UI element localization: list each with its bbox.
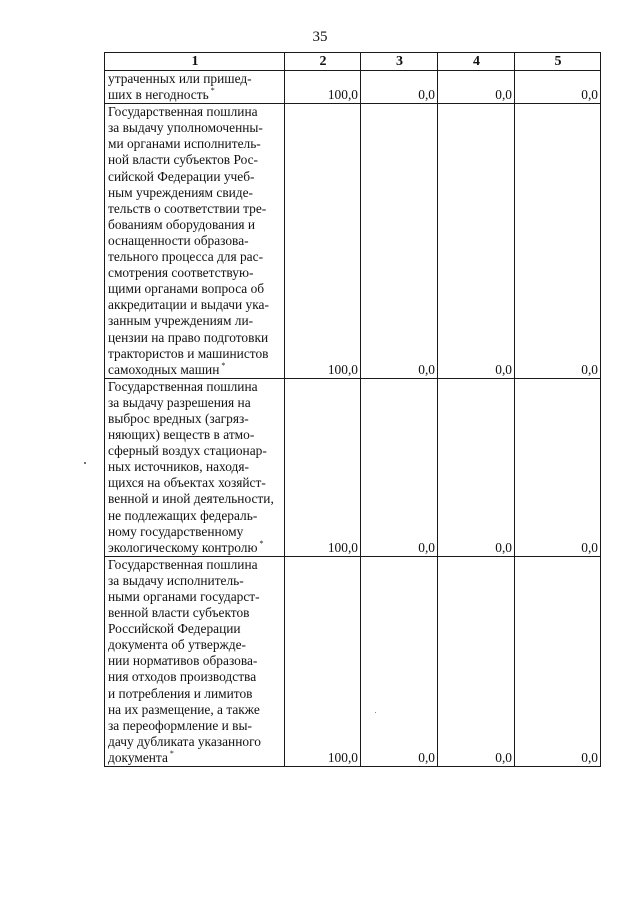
table-row xyxy=(105,556,601,766)
description-line: нии нормативов образова- xyxy=(108,653,258,669)
value-cell: 0,0 xyxy=(361,104,438,379)
description-line: ными органами государст- xyxy=(108,589,260,604)
description-line: трактористов и машинистов xyxy=(108,345,269,361)
description-line: утраченных или пришед- xyxy=(108,71,252,86)
table-row xyxy=(105,378,601,556)
value-cell: 100,0 xyxy=(285,71,361,104)
description-line: аккредитации и выдачи ука- xyxy=(108,297,269,313)
value-cell: 100,0 xyxy=(285,104,361,379)
fee-description xyxy=(105,378,285,556)
description-line: Государственная пошлина xyxy=(108,556,258,572)
fee-description xyxy=(105,71,285,104)
description-line xyxy=(108,750,282,766)
description-line: за выдачу исполнитель- xyxy=(108,572,244,588)
table-row xyxy=(105,71,601,104)
description-line: тельств о соответствии тре- xyxy=(108,200,267,216)
description-line: венной власти субъектов xyxy=(108,605,250,621)
description-line: сферный воздух стационар- xyxy=(108,443,267,459)
description-text: экологическому контролю xyxy=(108,539,258,555)
description-line: бованиям оборудования и xyxy=(108,216,256,232)
description-line: щихся на объектах хозяйст- xyxy=(108,475,266,491)
description-line xyxy=(108,540,282,556)
description-line: Российской Федерации xyxy=(108,621,241,637)
footnote-mark: * xyxy=(259,538,264,548)
value-cell: 100,0 xyxy=(285,556,361,766)
description-text: документа xyxy=(108,749,168,765)
description-line: не подлежащих федераль- xyxy=(108,507,258,523)
description-line: документа об утвержде- xyxy=(108,637,246,653)
description-line: на их размещение, а также xyxy=(108,701,260,717)
header-row xyxy=(105,53,601,71)
page-number: 35 xyxy=(312,29,328,45)
description-line: за выдачу разрешения на xyxy=(108,394,251,410)
description-line: смотрения соответствую- xyxy=(108,265,254,281)
description-line: тельного процесса для рас- xyxy=(108,249,264,265)
description-line: венной и иной деятельности, xyxy=(108,491,274,507)
value-cell: 0,0 xyxy=(515,104,601,379)
table-row xyxy=(105,104,601,379)
description-line: ния отходов производства xyxy=(108,669,257,685)
table-body xyxy=(105,71,601,767)
value-cell: 0,0 xyxy=(438,71,515,104)
value-cell: 0,0 xyxy=(515,556,601,766)
description-line: ной власти субъектов Рос- xyxy=(108,152,259,168)
fee-description xyxy=(105,556,285,766)
value-cell: 0,0 xyxy=(438,104,515,379)
description-line: за переоформление и вы- xyxy=(108,717,252,733)
column-header: 4 xyxy=(438,53,515,71)
scan-speck xyxy=(84,462,86,464)
value-cell: 0,0 xyxy=(515,378,601,556)
description-line: и потребления и лимитов xyxy=(108,685,253,701)
description-line: цензии на право подготовки xyxy=(108,329,269,345)
footnote-mark: * xyxy=(221,360,226,370)
description-line: занным учреждениям ли- xyxy=(108,313,254,329)
fee-description xyxy=(105,104,285,379)
column-header: 1 xyxy=(105,53,285,71)
description-line: выброс вредных (загряз- xyxy=(108,410,249,426)
value-cell: 100,0 xyxy=(285,378,361,556)
column-header: 2 xyxy=(285,53,361,71)
description-line: оснащенности образова- xyxy=(108,232,249,248)
footnote-mark: * xyxy=(210,86,215,96)
description-text: ших в негодность xyxy=(108,87,209,103)
value-cell: 0,0 xyxy=(361,556,438,766)
description-line: сийской Федерации учеб- xyxy=(108,168,255,184)
value-cell: 0,0 xyxy=(515,71,601,104)
value-cell: 0,0 xyxy=(361,71,438,104)
description-line: Государственная пошлина xyxy=(108,378,258,394)
value-cell: 0,0 xyxy=(438,378,515,556)
description-line: ми органами исполнитель- xyxy=(108,136,261,152)
description-line: Государственная пошлина xyxy=(108,104,258,120)
description-line: дачу дубликата указанного xyxy=(108,733,261,749)
description-line: няющих) веществ в атмо- xyxy=(108,427,255,443)
description-line: ных источников, находя- xyxy=(108,459,249,475)
description-line xyxy=(108,362,282,378)
description-line xyxy=(108,87,282,103)
footnote-mark: * xyxy=(169,748,174,758)
description-line: за выдачу уполномоченны- xyxy=(108,120,263,136)
column-header: 5 xyxy=(515,53,601,71)
value-cell: 0,0 xyxy=(438,556,515,766)
description-line: ным учреждениям свиде- xyxy=(108,184,254,200)
description-line: щими органами вопроса об xyxy=(108,281,265,297)
value-cell: 0,0 xyxy=(361,378,438,556)
description-text: самоходных машин xyxy=(108,361,220,377)
description-line: ному государственному xyxy=(108,523,244,539)
fee-table xyxy=(104,52,601,767)
column-header: 3 xyxy=(361,53,438,71)
